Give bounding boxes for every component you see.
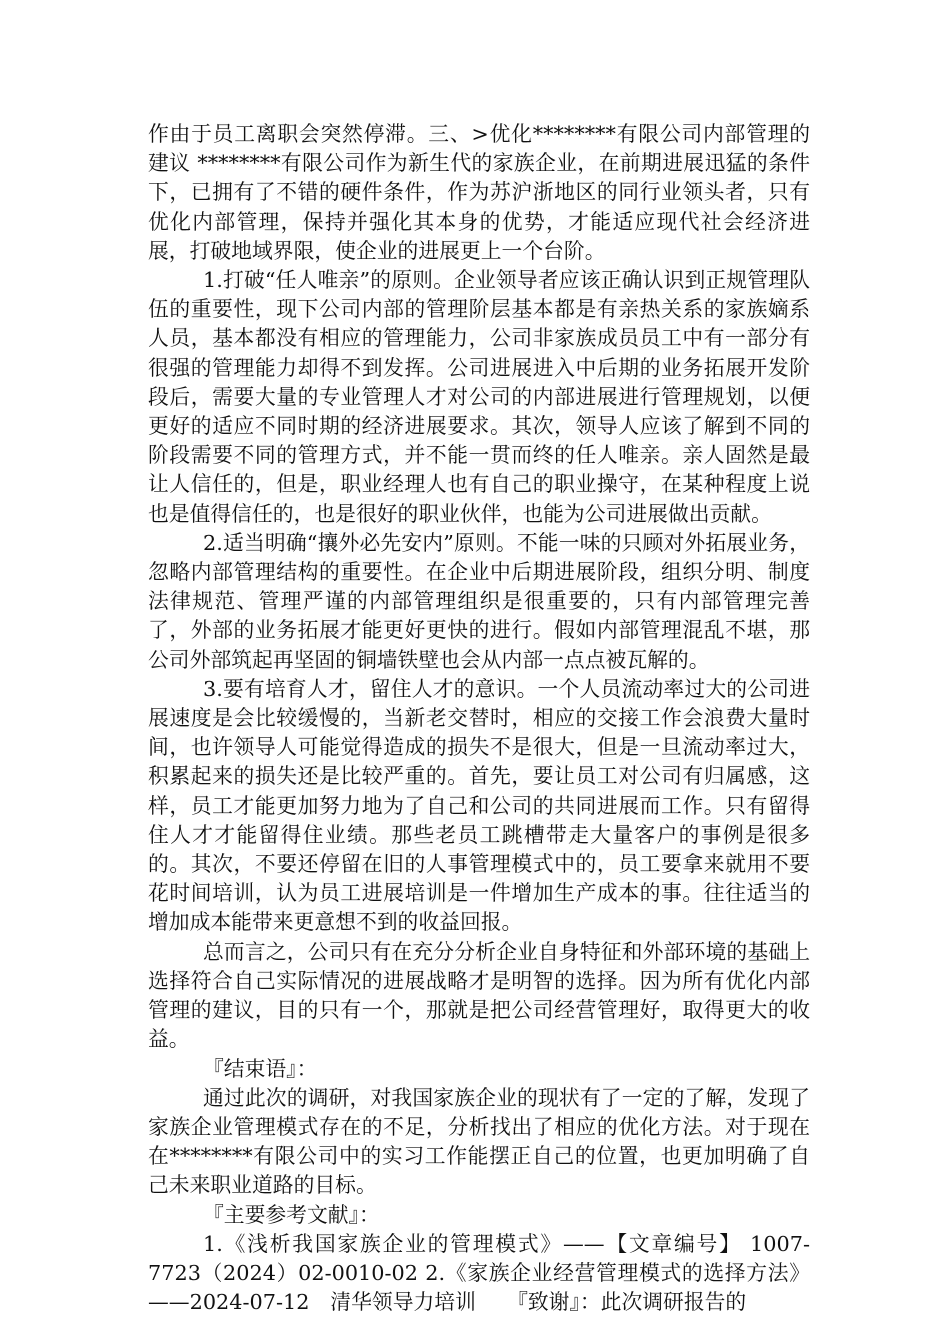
paragraph-summary: 总而言之，公司只有在充分分析企业自身特征和外部环境的基础上选择符合自己实际情况的进展战略才是明智的选择。因为所有优化内部管理的建议，目的只有一个，那就是把公司经营管理好，取得更大的收益。 bbox=[148, 939, 810, 1052]
heading-conclusion: 『结束语』： bbox=[203, 1056, 318, 1081]
document-page bbox=[148, 120, 810, 1317]
paragraph-point-3: 3.要有培育人才，留住人才的意识。一个人员流动率过大的公司进展速度是会比较缓慢的，当新老交替时，相应的交接工作会浪费大量时间，也许领导人可能觉得造成的损失不是很大，但是一旦流动率过大，积累起来的损失还是比较严重的。首先，要让员工对公司有归属感，这样，员工才能更加努力地为了自己和公司的共同进展而工作。只有留得住人才才能留得住业绩。那些老员工跳槽带走大量客户的事例是很多的。其次，不要还停留在旧的人事管理模式中的，员工要拿来就用不要花时间培训，认为员工进展培训是一件增加生产成本的事。往往适当的增加成本能带来更意想不到的收益回报。 bbox=[148, 676, 810, 935]
paragraph-point-1: 1.打破“任人唯亲”的原则。企业领导者应该正确认识到正规管理队伍的重要性，现下公司内部的管理阶层基本都是有亲热关系的家族嫡系人员，基本都没有相应的管理能力，公司非家族成员员工中有一部分有很强的管理能力却得不到发挥。公司进展进入中后期的业务拓展开发阶段后，需要大量的专业管理人才对公司的内部进展进行管理规划，以便更好的适应不同时期的经济进展要求。其次，领导人应该了解到不同的阶段需要不同的管理方式，并不能一贯而终的任人唯亲。亲人固然是最让人信任的，但是，职业经理人也有自己的职业操守，在某种程度上说也是值得信任的，也是很好的职业伙伴，也能为公司进展做出贡献。 bbox=[148, 268, 810, 526]
paragraph-conclusion: 通过此次的调研，对我国家族企业的现状有了一定的了解，发现了家族企业管理模式存在的不足，分析找出了相应的优化方法。对于现在在********有限公司中的实习工作能摆正自己的位置，也更加明确了自己未来职业道路的目标。 bbox=[148, 1085, 810, 1198]
paragraph-intro: 作由于员工离职会突然停滞。三、>优化********有限公司内部管理的建议 ********有限公司作为新生代的家族企业，在前期进展迅猛的条件下，已拥有了不错的硬件条件，作为苏沪浙地区的同行业领头者，只有优化内部管理，保持并强化其本身的优势，才能适应现代社会经济进展，打破地域界限，使企业的进展更上一个台阶。 bbox=[148, 122, 810, 263]
paragraph-references: 1.《浅析我国家族企业的管理模式》——【文章编号】 1007-7723（2024）02-0010-02 2.《家族企业经营管理模式的选择方法》——2024-07-12 清华领导力培训 『致谢』：此次调研报告的 bbox=[148, 1231, 810, 1315]
heading-references: 『主要参考文献』： bbox=[203, 1202, 380, 1227]
paragraph-point-2: 2.适当明确“攘外必先安内”原则。不能一味的只顾对外拓展业务，忽略内部管理结构的重要性。在企业中后期进展阶段，组织分明、制度法律规范、管理严谨的内部管理组织是很重要的，只有内部管理完善了，外部的业务拓展才能更好更快的进行。假如内部管理混乱不堪，那公司外部筑起再坚固的铜墙铁壁也会从内部一点点被瓦解的。 bbox=[148, 530, 810, 672]
